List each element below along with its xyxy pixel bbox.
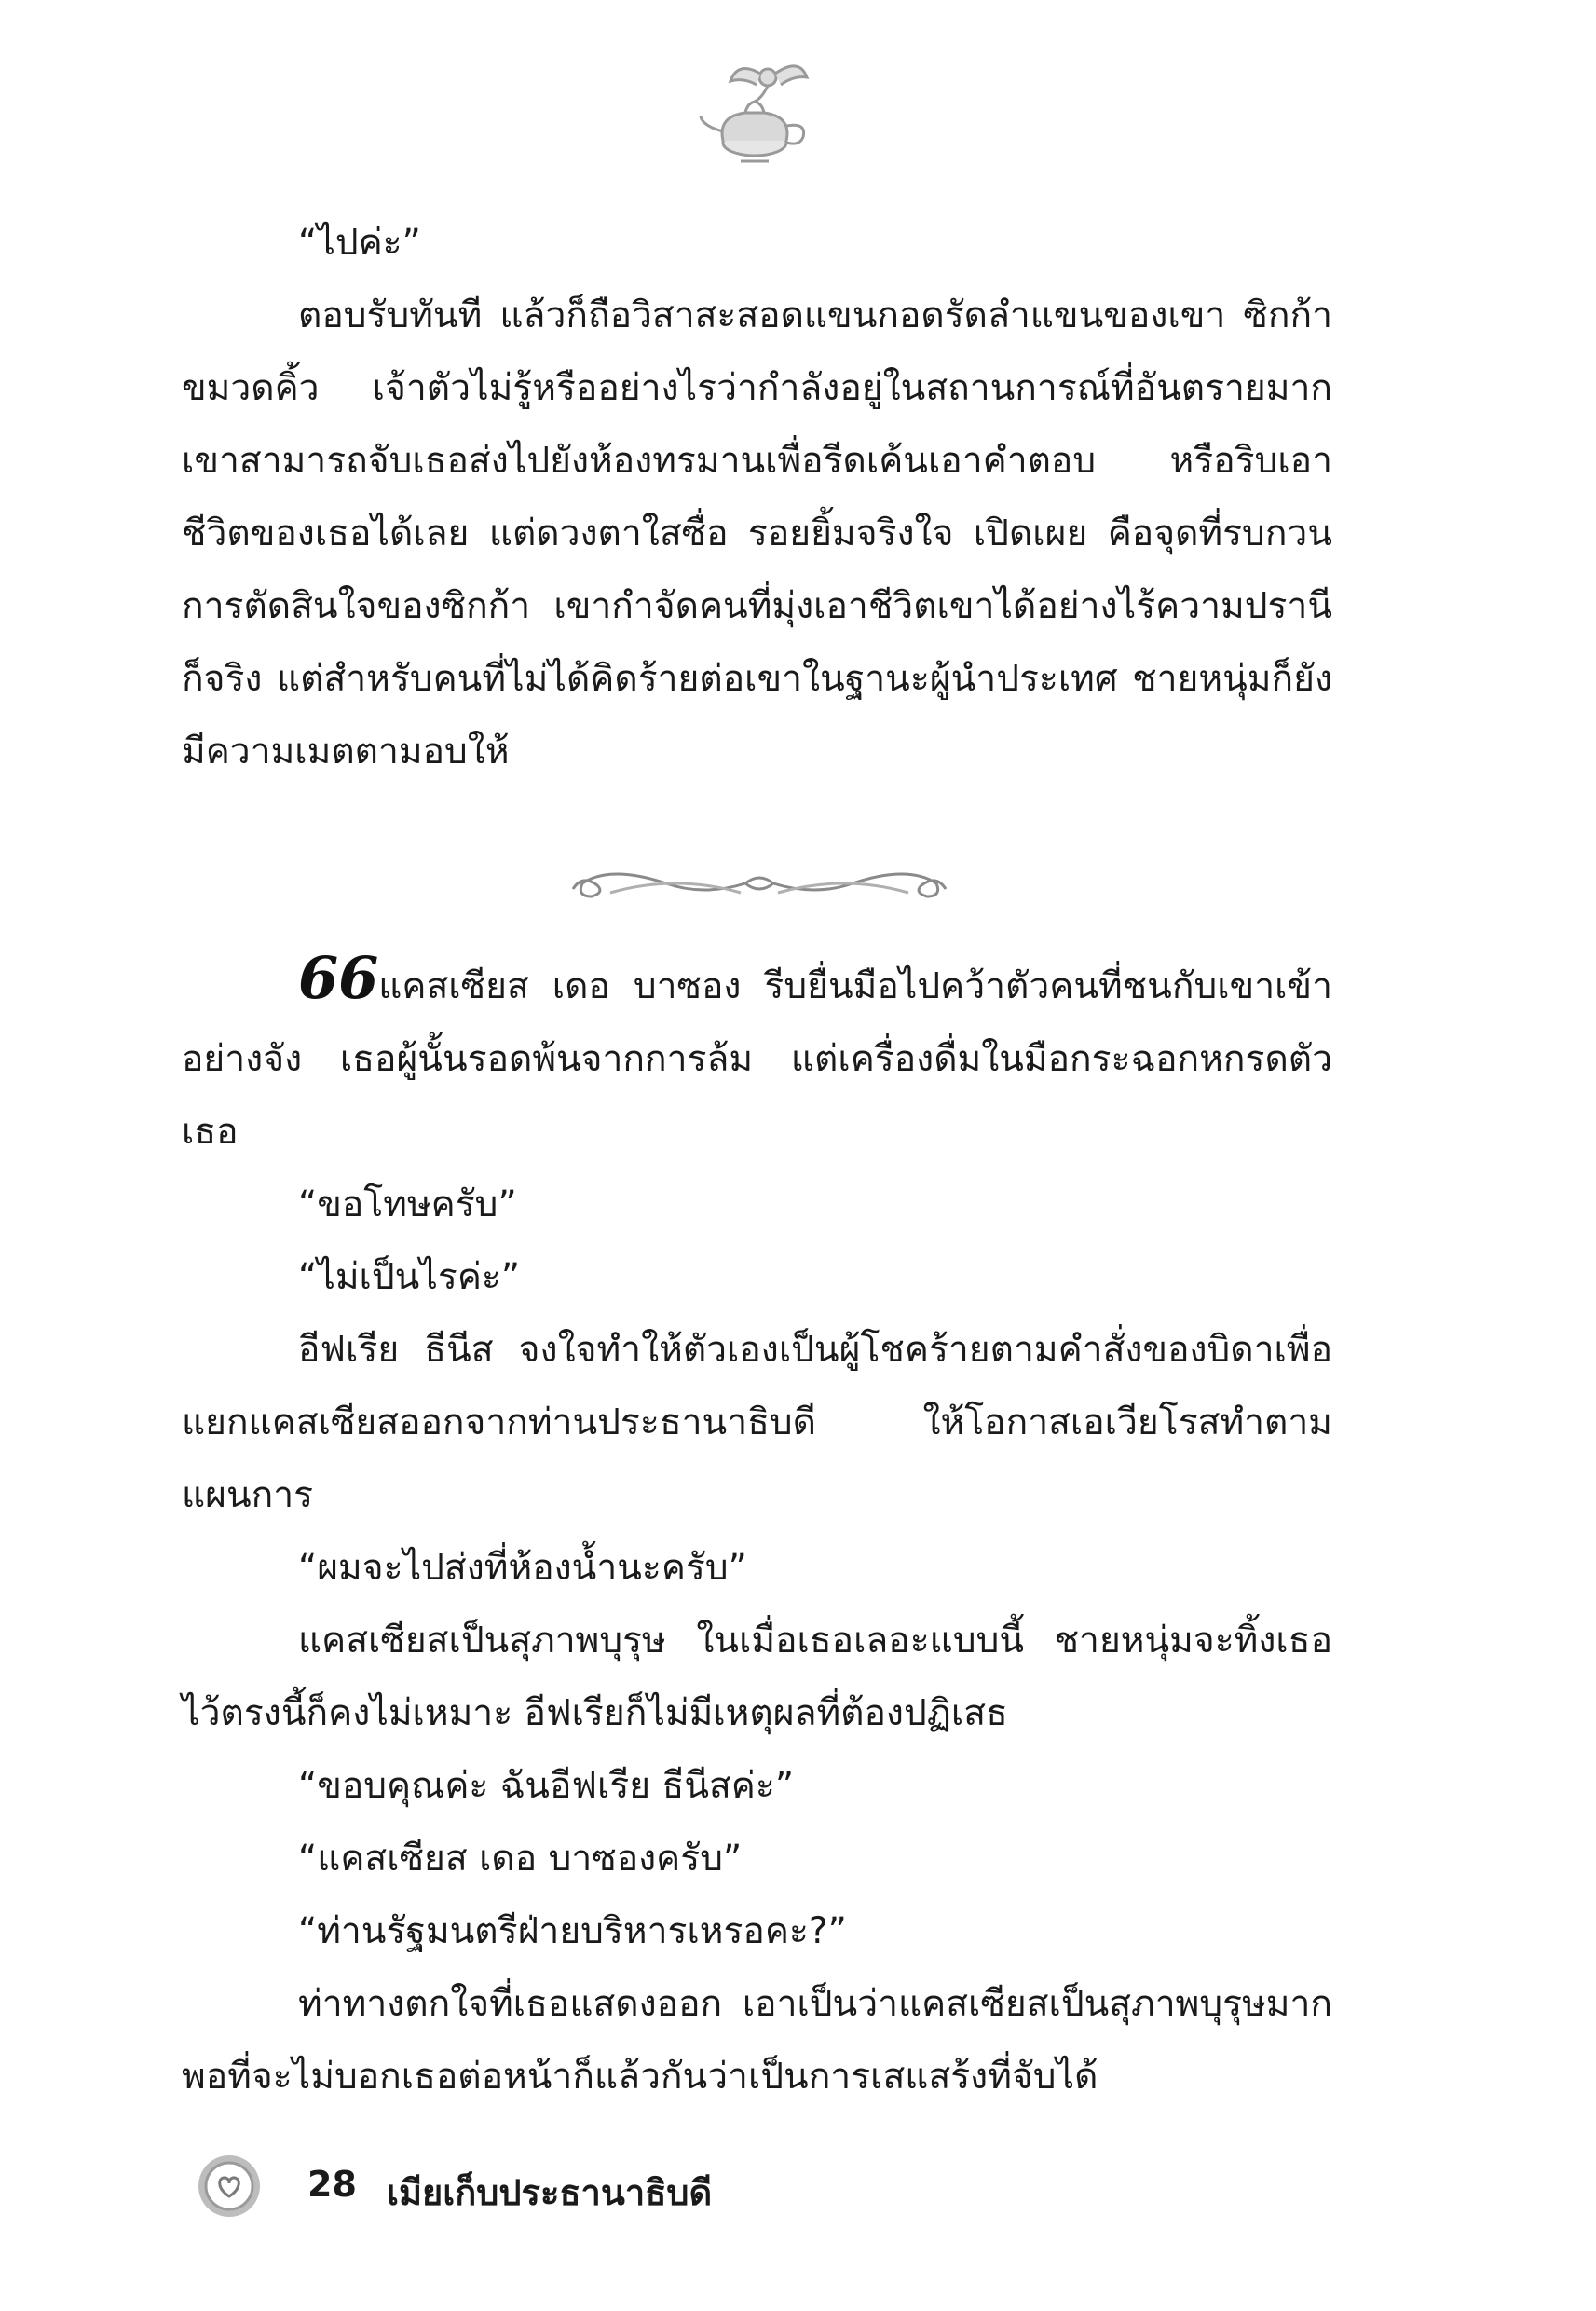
cupid-teapot-icon — [689, 51, 820, 172]
first-paragraph-text: แคสเซียส เดอ บาซอง รีบยื่นมือไปคว้าตัวคนที่ชนกับเขาเข้าอย่างจัง เธอผู้นั้นรอดพ้นจากการล้ม แต่เครื่องดื่มในมือกระฉอกหกรดตัวเธอ — [182, 965, 1332, 1153]
flourish-divider-icon — [554, 855, 964, 911]
paragraph: “ขอบคุณค่ะ ฉันอีฟเรีย ธีนีสค่ะ” — [298, 1765, 795, 1807]
paragraph: “แคสเซียส เดอ บาซองครับ” — [298, 1838, 743, 1880]
paragraph: อีฟเรีย ธีนีส จงใจทำให้ตัวเองเป็นผู้โชคร้ายตามคำสั่งของบิดาเพื่อแยกแคสเซียสออกจากท่านประธานาธิบดี ให้โอกาสเอเวียโรสทำตามแผนการ — [182, 1329, 1332, 1516]
circle-heart-icon — [196, 2153, 263, 2220]
paragraph: ตอบรับทันที แล้วก็ถือวิสาสะสอดแขนกอดรัดลำแขนของเขา ซิกก้าขมวดคิ้ว เจ้าตัวไม่รู้หรืออย่างไรว่ากำลังอยู่ในสถานการณ์ที่อันตรายมาก เขาสามารถจับเธอส่งไปยังห้องทรมานเพื่อรีดเค้นเอาคำตอบ หรือริบเอาชีวิตของเธอได้เลย แต่ดวงตาใสซื่อ รอยยิ้มจริงใจ เปิดเผย คือจุดที่รบกวนการตัดสินใจของซิกก้า เขากำจัดคนที่มุ่งเอาชีวิตเขาได้อย่างไร้ความปรานีก็จริง แต่สำหรับคนที่ไม่ได้คิดร้ายต่อเขาในฐานะผู้นำประเทศ ชายหนุ่มก็ยังมีความเมตตามอบให้ — [182, 294, 1332, 773]
section-1 — [182, 207, 1332, 788]
paragraph: แคสเซียสเป็นสุภาพบุรุษ ในเมื่อเธอเลอะแบบนี้ ชายหนุ่มจะทิ้งเธอไว้ตรงนี้ก็คงไม่เหมาะ อีฟเรียก็ไม่มีเหตุผลที่ต้องปฏิเสธ — [182, 1620, 1332, 1734]
section-2 — [182, 944, 1332, 2113]
page-number: 28 — [307, 2164, 357, 2205]
paragraph: ท่าทางตกใจที่เธอแสดงออก เอาเป็นว่าแคสเซียสเป็นสุภาพบุรุษมากพอที่จะไม่บอกเธอต่อหน้าก็แล้วกันว่าเป็นการเสแสร้งที่จับได้ — [182, 1983, 1332, 2098]
paragraph: “ผมจะไปส่งที่ห้องน้ำนะครับ” — [298, 1547, 747, 1589]
paragraph: “ไม่เป็นไรค่ะ” — [298, 1256, 521, 1298]
paragraph: “ขอโทษครับ” — [298, 1183, 517, 1225]
paragraph: “ไปค่ะ” — [298, 222, 421, 264]
paragraph: “ท่านรัฐมนตรีฝ่ายบริหารเหรอคะ?” — [298, 1910, 847, 1952]
book-title: เมียเก็บประธานาธิบดี — [387, 2172, 713, 2213]
drop-quote-mark: 66 — [298, 944, 379, 1012]
page-footer — [196, 2143, 1221, 2227]
first-paragraph — [182, 944, 1332, 1169]
